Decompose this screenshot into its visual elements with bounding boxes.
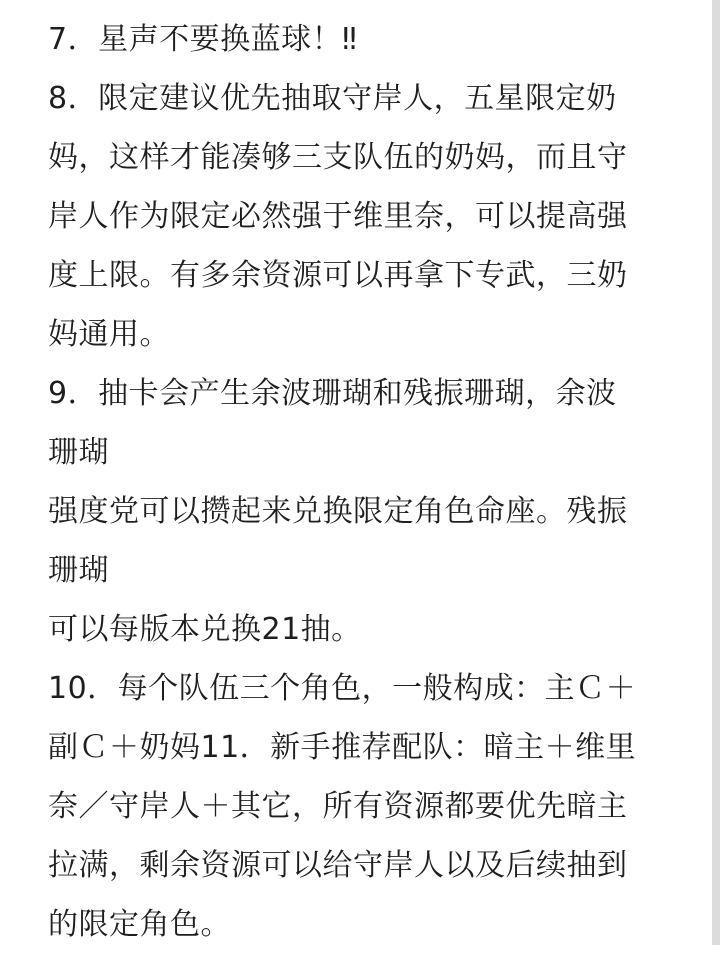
text-line-7: 9．抽卡会产生余波珊瑚和残振珊瑚，余波	[48, 376, 617, 411]
scrollbar-thumb[interactable]	[712, 0, 720, 945]
text-line-11: 可以每版本兑换21抽。	[48, 612, 362, 647]
text-line-3: 妈，这样才能凑够三支队伍的奶妈，而且守	[48, 140, 628, 175]
text-line-10: 珊瑚	[48, 553, 109, 588]
text-line-5: 度上限。有多余资源可以再拿下专武，三奶	[48, 258, 628, 293]
scrollbar-track[interactable]	[712, 0, 720, 945]
text-line-4: 岸人作为限定必然强于维里奈，可以提高强	[48, 199, 628, 234]
text-line-1: 7．星声不要换蓝球！‼	[48, 22, 358, 57]
text-line-8: 珊瑚	[48, 435, 109, 470]
text-line-2: 8．限定建议优先抽取守岸人，五星限定奶	[48, 81, 617, 116]
text-line-16: 的限定角色。	[48, 907, 231, 942]
text-line-9: 强度党可以攒起来兑换限定角色命座。残振	[48, 494, 628, 529]
text-line-12: 10．每个队伍三个角色，一般构成：主Ｃ＋	[48, 671, 637, 706]
text-line-13: 副Ｃ＋奶妈11．新手推荐配队：暗主＋维里	[48, 730, 637, 765]
text-line-6: 妈通用。	[48, 317, 170, 352]
article-body	[48, 10, 678, 954]
text-line-14: 奈／守岸人＋其它，所有资源都要优先暗主	[48, 789, 628, 824]
text-line-15: 拉满，剩余资源可以给守岸人以及后续抽到	[48, 848, 628, 883]
